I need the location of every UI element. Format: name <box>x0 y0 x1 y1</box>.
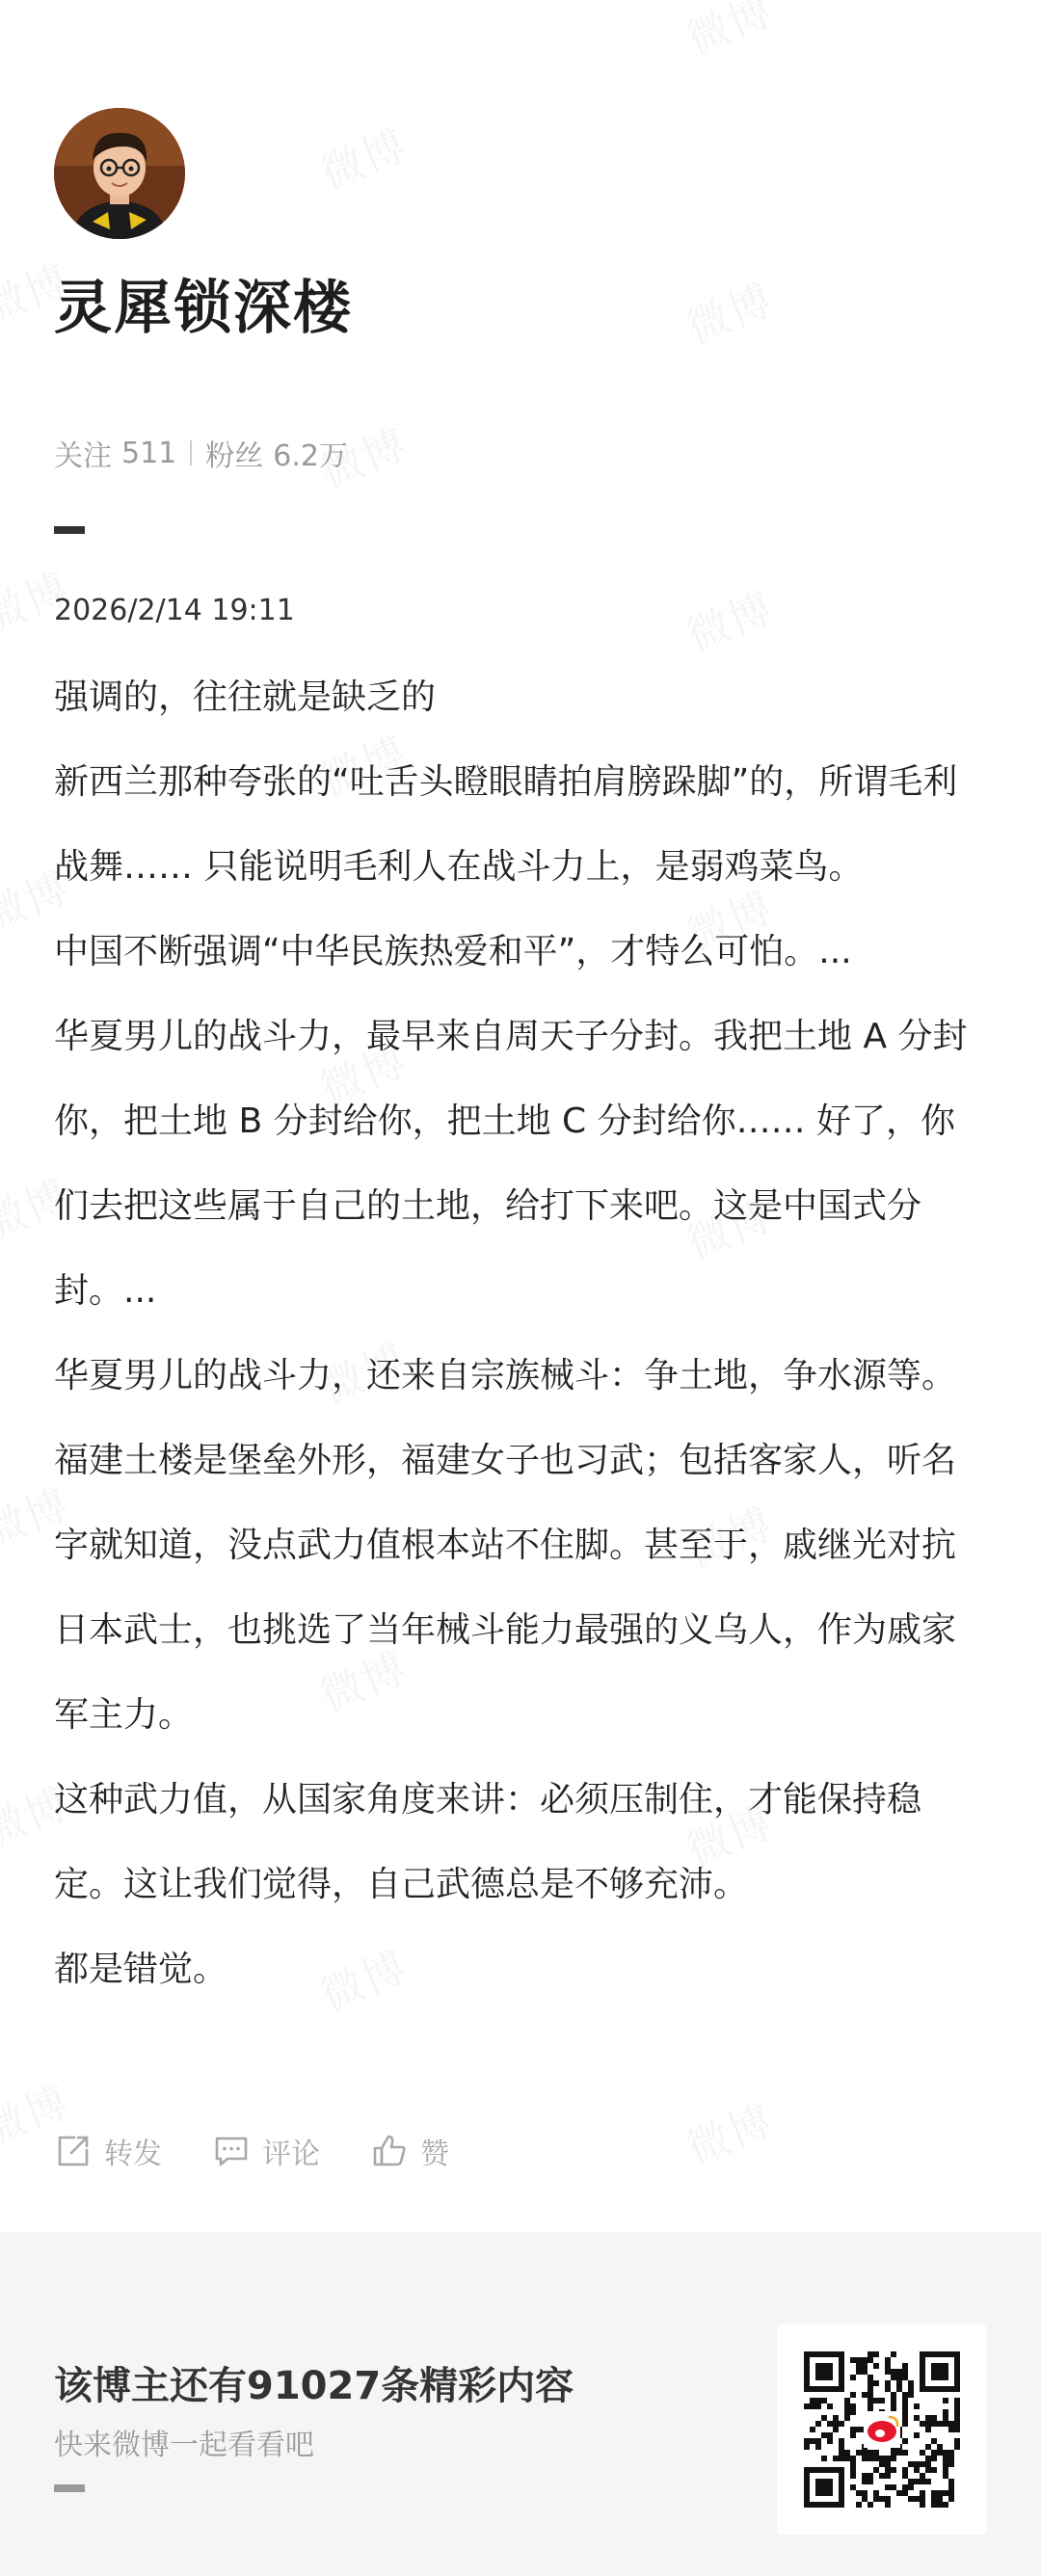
comment-icon <box>212 2132 251 2170</box>
post-timestamp: 2026/2/14 19:11 <box>54 594 295 627</box>
post-action-bar <box>54 2130 499 2172</box>
following-count[interactable]: 511 <box>121 436 177 470</box>
footer-title[interactable]: 该博主还有91027条精彩内容 <box>54 2364 574 2408</box>
stats-divider <box>190 440 192 465</box>
comment-button[interactable] <box>212 2130 320 2172</box>
post-paragraph: 新西兰那种夸张的“吐舌头瞪眼睛拍肩膀跺脚”的，所谓毛利战舞…… 只能说明毛利人在战斗力上，是弱鸡菜鸟。 <box>54 762 958 887</box>
post-paragraph: 都是错觉。 <box>54 1950 228 1989</box>
comment-label: 评论 <box>262 2138 320 2171</box>
footer-subtitle: 快来微博一起看看吧 <box>54 2429 314 2462</box>
post-paragraph: 华夏男儿的战斗力，最早来自周天子分封。我把土地 A 分封你，把土地 B 分封给你，把土地 C 分封给你…… 好了，你们去把这些属于自己的土地，给打下来吧。这是中国式分封。... <box>54 1017 968 1311</box>
post-paragraph: 中国不断强调“中华民族热爱和平”，才特么可怕。... <box>54 932 852 971</box>
footer-divider <box>54 2484 85 2492</box>
watermark <box>676 0 781 66</box>
footer-promo <box>0 2232 1041 2576</box>
like-label: 赞 <box>420 2138 449 2171</box>
avatar[interactable] <box>54 108 185 239</box>
post-paragraph: 强调的，往往就是缺乏的 <box>54 677 437 717</box>
post-paragraph: 华夏男儿的战斗力，还来自宗族械斗：争土地，争水源等。福建土楼是堡垒外形，福建女子也习武；包括客家人，听名字就知道，没点武力值根本站不住脚。甚至于，戚继光对抗日本武士，也挑选了当年械斗能力最强的义乌人，作为戚家军主力。 <box>54 1356 957 1735</box>
qr-code-icon <box>804 2351 960 2508</box>
post-body <box>54 655 989 2012</box>
repost-label: 转发 <box>104 2138 162 2171</box>
section-divider <box>54 526 85 534</box>
qr-code[interactable] <box>777 2324 987 2535</box>
following-label[interactable]: 关注 <box>54 439 112 473</box>
like-button[interactable] <box>370 2130 449 2172</box>
repost-button[interactable] <box>54 2130 162 2172</box>
followers-count[interactable]: 6.2万 <box>273 439 348 473</box>
thumbs-up-icon <box>370 2132 409 2170</box>
avatar-image <box>54 108 185 239</box>
watermark <box>309 111 414 201</box>
watermark <box>676 2086 781 2177</box>
repost-icon <box>54 2132 93 2170</box>
followers-label[interactable]: 粉丝 <box>205 439 264 473</box>
username[interactable]: 灵犀锁深楼 <box>54 275 353 342</box>
watermark <box>676 573 781 664</box>
post-paragraph: 这种武力值，从国家角度来讲：必须压制住，才能保持稳定。这让我们觉得，自己武德总是不够充沛。 <box>54 1780 922 1904</box>
watermark <box>676 265 781 356</box>
profile-stats <box>54 432 348 474</box>
